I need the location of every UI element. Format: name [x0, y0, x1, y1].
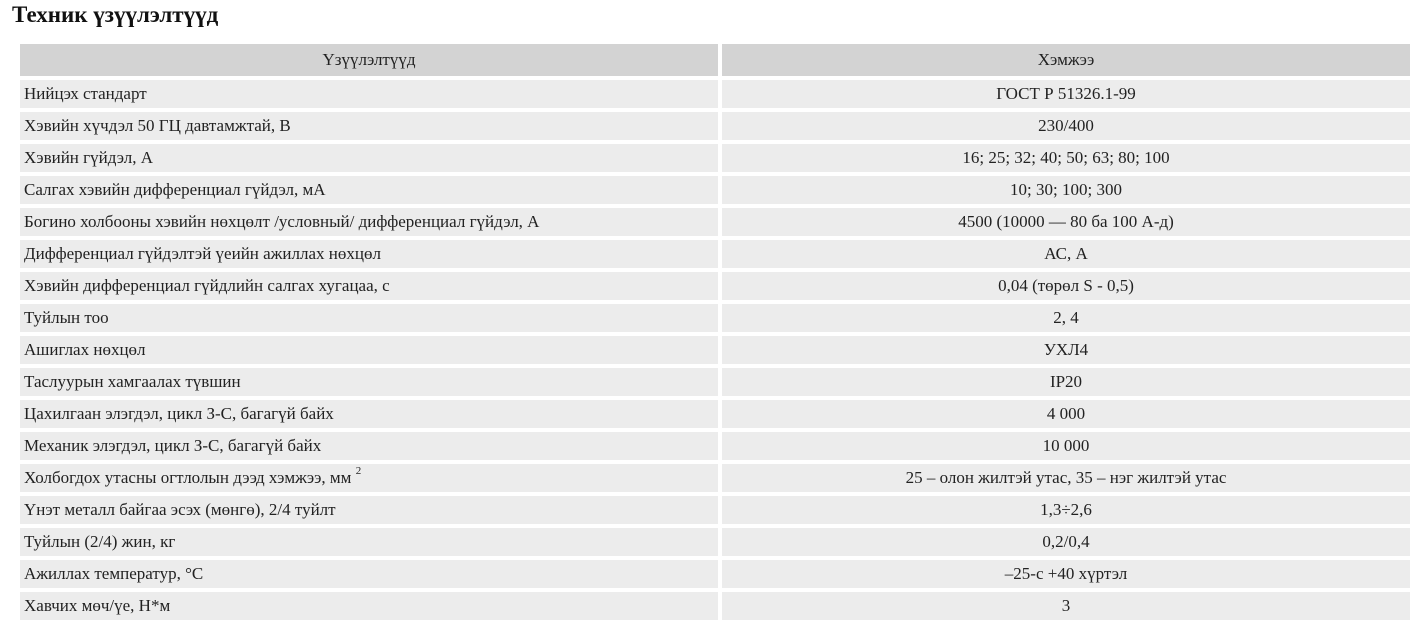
value-cell: 10; 30; 100; 300 [722, 176, 1410, 204]
superscript: 2 [355, 465, 362, 478]
param-cell: Туйлын тоо [20, 304, 718, 332]
value-cell: 16; 25; 32; 40; 50; 63; 80; 100 [722, 144, 1410, 172]
value-cell: 0,2/0,4 [722, 528, 1410, 556]
param-cell: Салгах хэвийн дифференциал гүйдэл, мА [20, 176, 718, 204]
param-cell: Таслуурын хамгаалах түвшин [20, 368, 718, 396]
value-cell: IP20 [722, 368, 1410, 396]
value-cell: 3 [722, 592, 1410, 620]
table-row [20, 528, 1410, 556]
param-cell: Нийцэх стандарт [20, 80, 718, 108]
param-cell [20, 464, 718, 492]
value-cell: 1,3÷2,6 [722, 496, 1410, 524]
header-value: Хэмжээ [722, 44, 1410, 76]
param-cell: Хавчих мөч/үе, Н*м [20, 592, 718, 620]
table-row [20, 592, 1410, 620]
value-cell: –25-с +40 хүртэл [722, 560, 1410, 588]
value-cell: АС, А [722, 240, 1410, 268]
table-row [20, 496, 1410, 524]
table-row [20, 208, 1410, 236]
table-row [20, 272, 1410, 300]
value-cell: ГОСТ Р 51326.1-99 [722, 80, 1410, 108]
param-cell: Богино холбооны хэвийн нөхцөлт /условный/ дифференциал гүйдэл, А [20, 208, 718, 236]
page-title: Техник үзүүлэлтүүд [12, 2, 219, 27]
table-row [20, 176, 1410, 204]
param-text: Холбогдох утасны огтлолын дээд хэмжээ, мм [24, 468, 352, 487]
param-cell: Үнэт металл байгаа эсэх (мөнгө), 2/4 туйлт [20, 496, 718, 524]
param-cell: Механик элэгдэл, цикл З-С, багагүй байх [20, 432, 718, 460]
value-cell: 2, 4 [722, 304, 1410, 332]
table-header-row [20, 44, 1410, 76]
param-cell: Дифференциал гүйдэлтэй үеийн ажиллах нөхцөл [20, 240, 718, 268]
param-cell: Хэвийн дифференциал гүйдлийн салгах хугацаа, с [20, 272, 718, 300]
table-row [20, 144, 1410, 172]
value-cell: 0,04 (төрөл S - 0,5) [722, 272, 1410, 300]
header-parameter: Үзүүлэлтүүд [20, 44, 718, 76]
value-cell: 4 000 [722, 400, 1410, 428]
value-cell: 4500 (10000 — 80 ба 100 А-д) [722, 208, 1410, 236]
value-cell: УХЛ4 [722, 336, 1410, 364]
param-cell: Ашиглах нөхцөл [20, 336, 718, 364]
param-cell: Цахилгаан элэгдэл, цикл З-С, багагүй байх [20, 400, 718, 428]
value-cell: 25 – олон жилтэй утас, 35 – нэг жилтэй утас [722, 464, 1410, 492]
table-row [20, 80, 1410, 108]
param-cell: Ажиллах температур, °С [20, 560, 718, 588]
table-row [20, 304, 1410, 332]
table-row [20, 336, 1410, 364]
table-row [20, 560, 1410, 588]
value-cell: 230/400 [722, 112, 1410, 140]
table-row [20, 368, 1410, 396]
table-body [20, 80, 1410, 620]
value-cell: 10 000 [722, 432, 1410, 460]
table-row [20, 432, 1410, 460]
param-cell: Хэвийн гүйдэл, А [20, 144, 718, 172]
table-row [20, 112, 1410, 140]
table-row [20, 464, 1410, 492]
table-row [20, 240, 1410, 268]
param-cell: Туйлын (2/4) жин, кг [20, 528, 718, 556]
param-cell: Хэвийн хүчдэл 50 ГЦ давтамжтай, В [20, 112, 718, 140]
table-row [20, 400, 1410, 428]
specs-table [16, 40, 1414, 624]
